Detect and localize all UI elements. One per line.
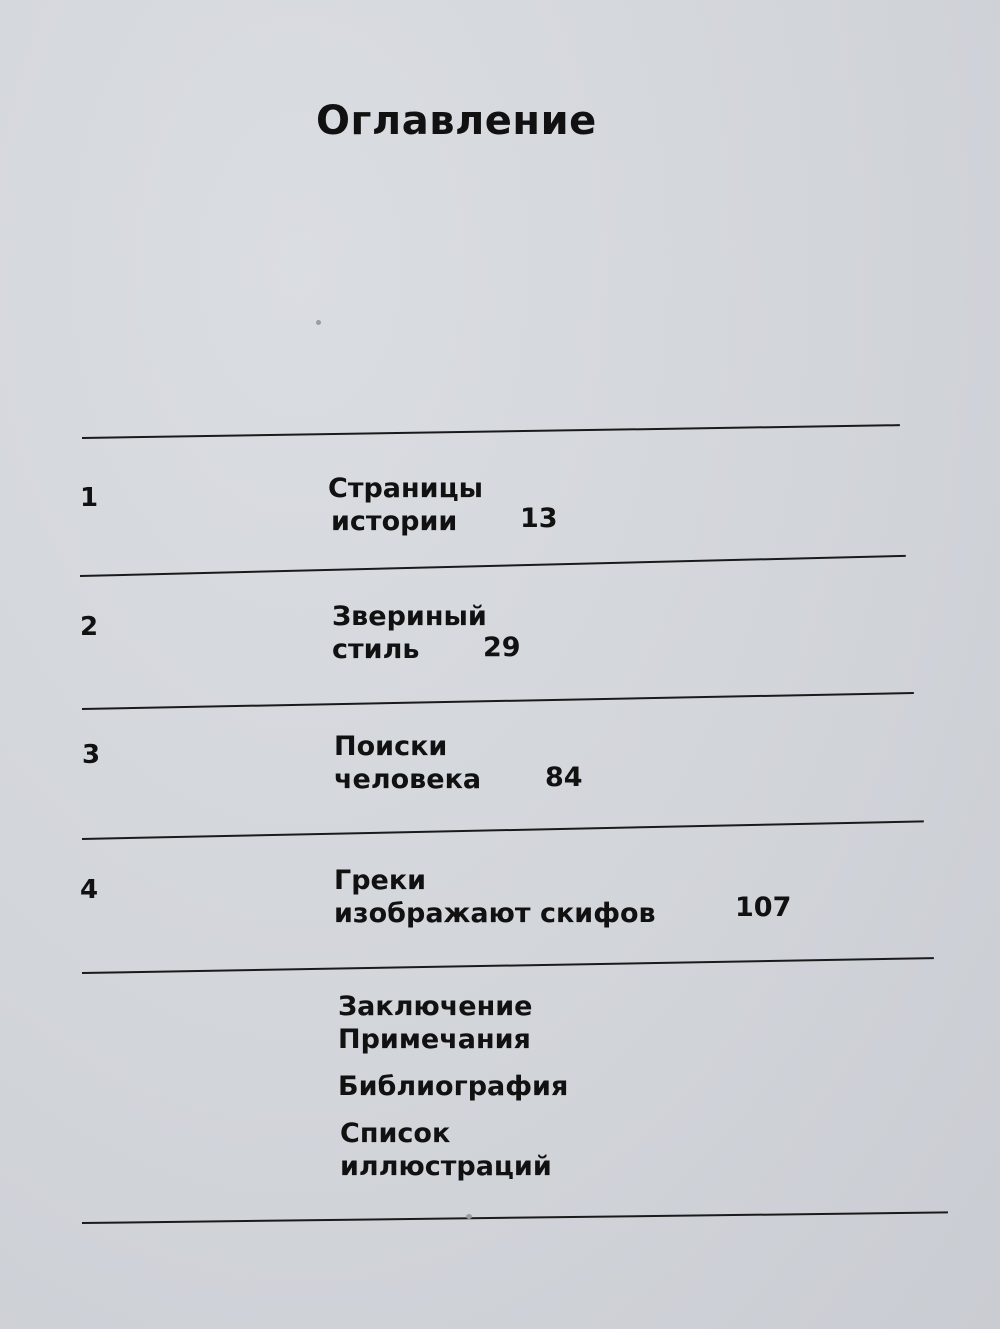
divider-top <box>82 424 900 439</box>
chapter-title-line: Звериный <box>332 601 487 632</box>
chapter-title <box>332 600 487 666</box>
chapter-title-line: Страницы <box>328 473 484 504</box>
back-matter-item-illustrations: Список <box>340 1118 451 1149</box>
chapter-title <box>334 864 656 930</box>
back-matter-item-notes: Примечания <box>338 1024 531 1055</box>
chapter-number: 2 <box>80 612 99 642</box>
back-matter-item-bibliography: Библиография <box>338 1071 569 1102</box>
chapter-page-number: 29 <box>483 632 521 663</box>
back-matter-list <box>338 990 568 1183</box>
back-matter-item-conclusion: Заключение <box>338 991 533 1022</box>
chapter-page-number: 107 <box>735 892 792 923</box>
divider-bottom <box>82 1211 948 1224</box>
chapter-title-line: истории <box>331 506 458 537</box>
chapter-number: 1 <box>80 483 99 513</box>
page-title: Оглавление <box>316 98 597 144</box>
chapter-title-line: Поиски <box>334 731 448 762</box>
chapter-title-line: изображают скифов <box>334 898 656 929</box>
chapter-page-number: 13 <box>520 503 558 534</box>
divider <box>82 957 934 974</box>
chapter-title-line: человека <box>334 764 482 795</box>
divider <box>82 692 914 710</box>
divider <box>80 555 906 577</box>
chapter-title <box>334 730 481 796</box>
chapter-number: 4 <box>80 875 99 905</box>
paper-speck <box>466 1214 472 1219</box>
chapter-title <box>328 472 483 538</box>
paper-speck <box>316 320 321 325</box>
chapter-number: 3 <box>82 740 101 770</box>
back-matter-item-illustrations-cont: иллюстраций <box>340 1151 552 1182</box>
divider <box>82 820 924 840</box>
chapter-page-number: 84 <box>545 762 583 793</box>
chapter-title-line: стиль <box>332 634 420 665</box>
chapter-title-line: Греки <box>334 865 427 896</box>
